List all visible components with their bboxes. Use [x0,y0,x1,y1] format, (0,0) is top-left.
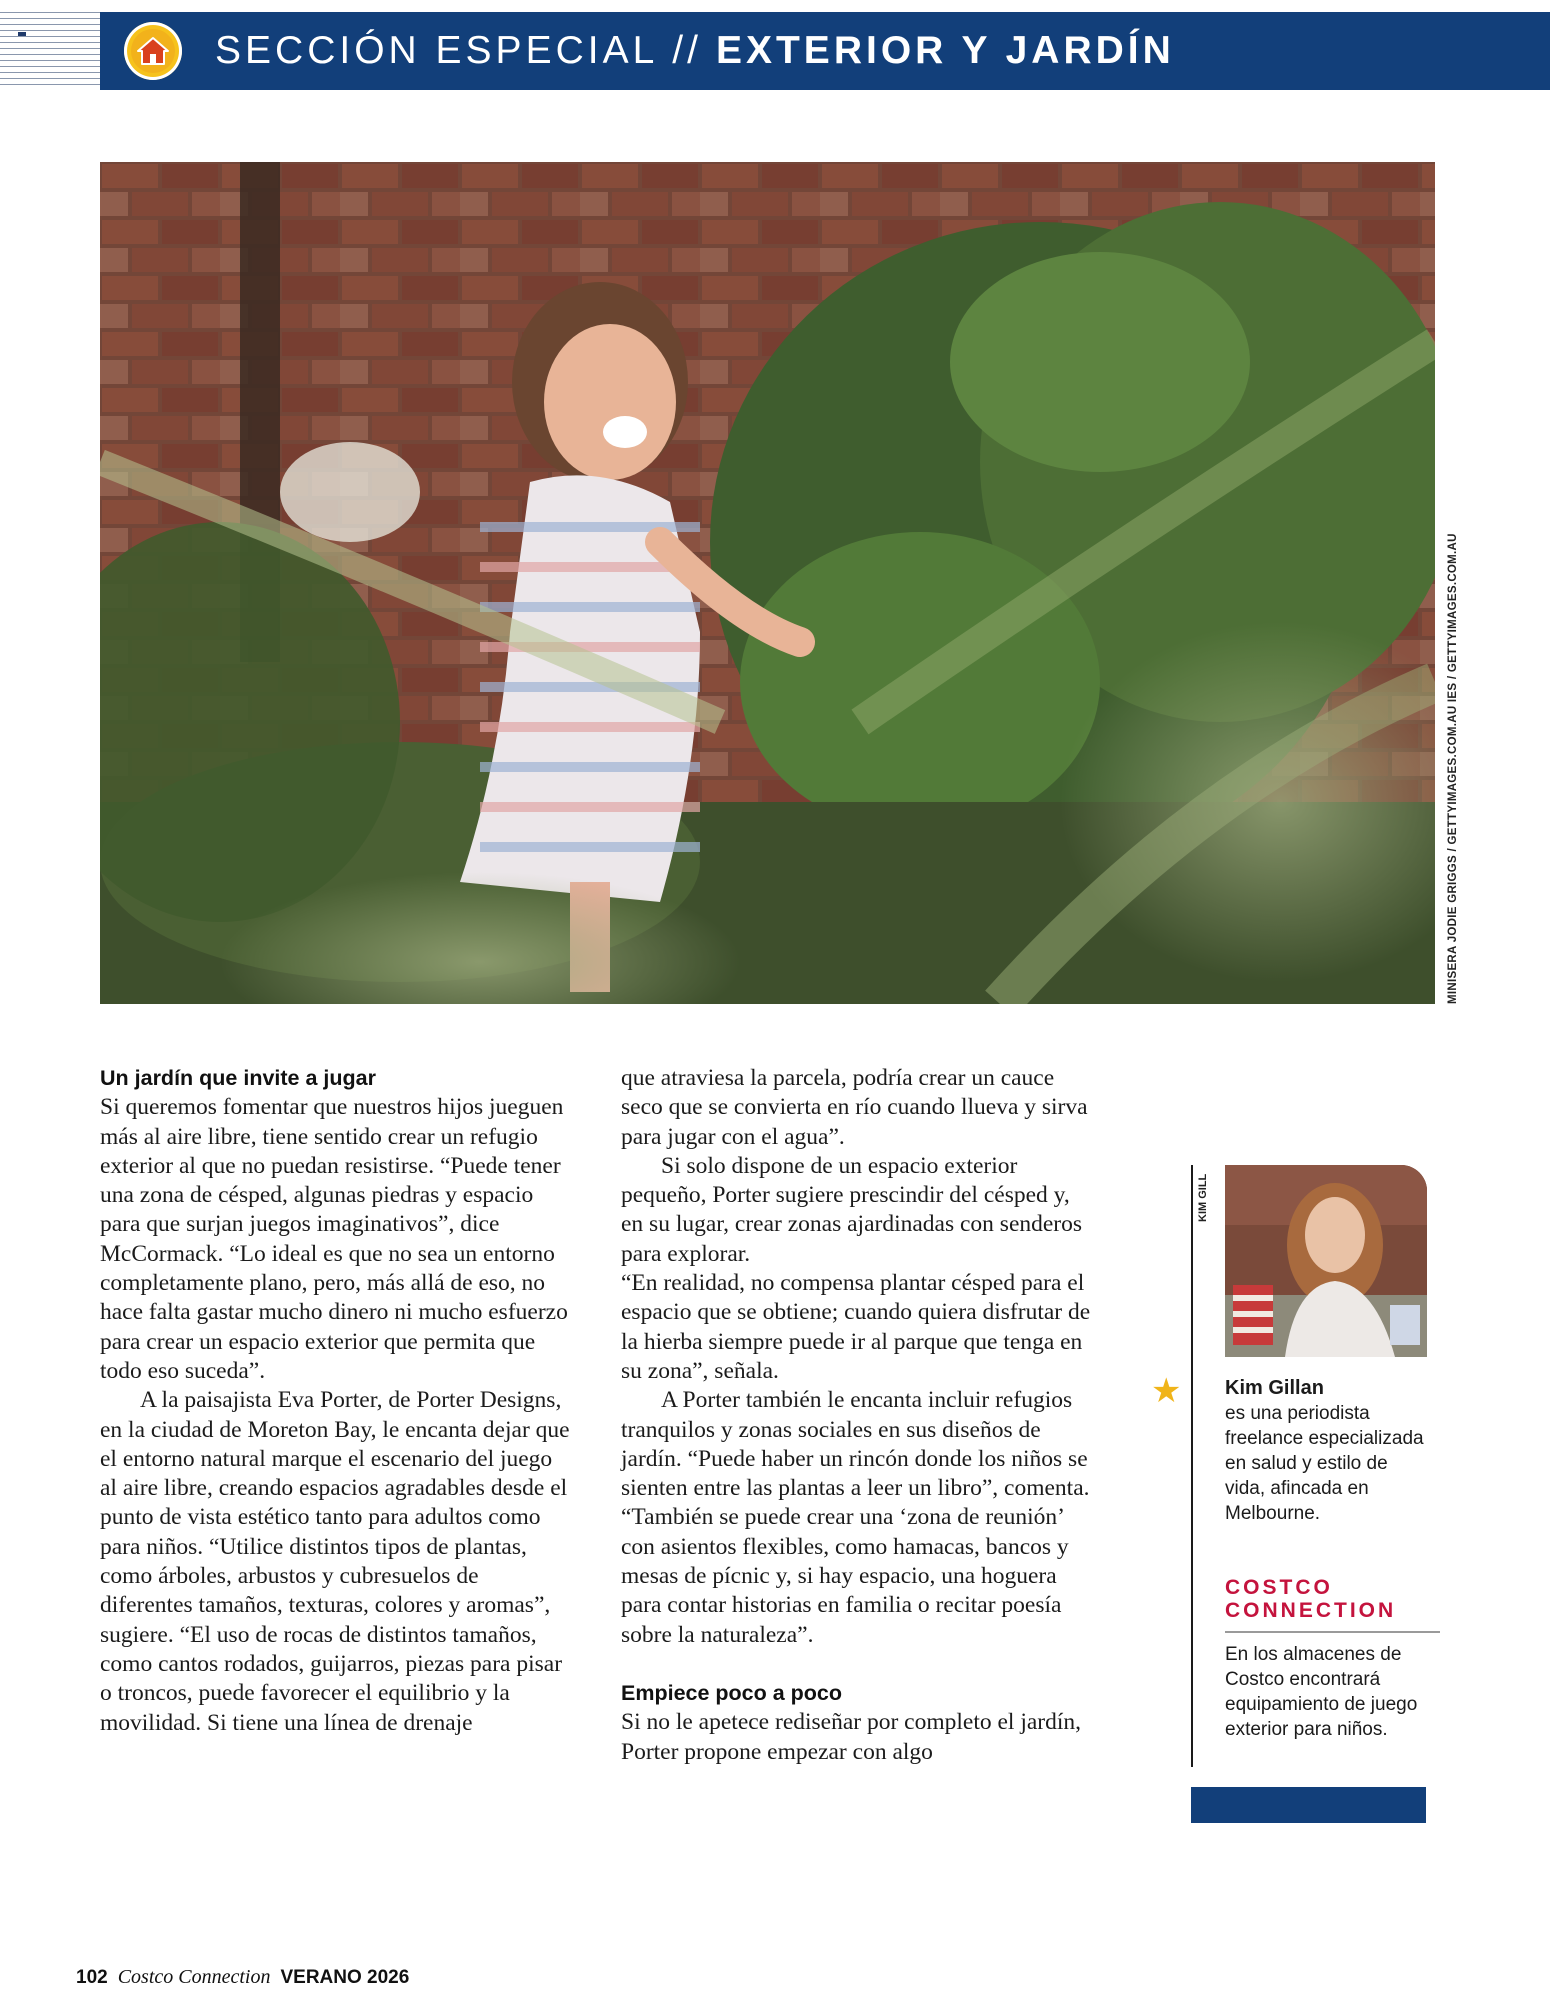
photo-credit: MINISERA JODIE GRIGGS / GETTYIMAGES.COM.AU IES / GETTYIMAGES.COM.AU [1447,533,1459,1004]
subhead: Un jardín que invite a jugar [100,1066,376,1090]
article-column-1 [100,1064,570,1738]
costco-connection-rule [1225,1631,1440,1633]
section-title-bold: EXTERIOR Y JARDÍN [715,29,1175,72]
costco-connection-text: En los almacenes de Costco encontrará equipamiento de juego exterior para niños. [1225,1644,1418,1740]
header-stripe-mark [18,32,26,36]
page-footer [76,1966,409,1989]
star-icon: ★ [1151,1371,1182,1411]
subhead: Empiece poco a poco [621,1680,843,1705]
author-description: es una periodista freelance especializada en salud y estilo de vida, afincada en Melbourne. [1225,1403,1424,1524]
section-title-separator: // [672,29,702,72]
paragraph: A la paisajista Eva Porter, de Porter Designs, en la ciudad de Moreton Bay, le encanta dejar que el entorno natural marque el escenario del juego al aire libre, creando espacios agradables desde el punto de vista estético tanto para adultos como para niños. “Utilice distintos tipos de plantas, como árboles, arbustos y cubresuelos de diferentes tamaños, texturas, colores y aromas”, sugiere. “El uso de rocas de distintos tamaños, como cantos rodados, guijarros, piezas para pisar o troncos, puede favorecer el equilibrio y la movilidad. Si tiene una línea de drenaje [100,1387,570,1736]
house-icon [136,36,170,66]
article-column-2 [621,1064,1091,1767]
section-title-light: SECCIÓN ESPECIAL [215,29,659,72]
paragraph: que atraviesa la parcela, podría crear un cauce seco que se convierta en río cuando llueva y sirva para jugar con el agua”. [621,1065,1088,1150]
header-stripes [0,12,100,90]
sidebar-rule [1191,1165,1193,1767]
paragraph: Si no le apetece rediseñar por completo el jardín, Porter propone empezar con algo [621,1709,1082,1765]
author-photo-credit: KIM GILL [1197,1173,1209,1222]
issue-label: VERANO 2026 [280,1967,410,1988]
paragraph: “En realidad, no compensa plantar césped para el espacio que se obtiene; cuando quiera disfrutar de la hierba siempre puede ir al parque que tenga en su zona”, señala. [621,1270,1091,1384]
author-name: Kim Gillan [1225,1377,1324,1399]
paragraph: Si solo dispone de un espacio exterior pequeño, Porter sugiere prescindir del césped y, en su lugar, crear zonas ajardinadas con senderos para explorar. [621,1152,1083,1267]
page-number: 102 [76,1967,108,1988]
paragraph: Si queremos fomentar que nuestros hijos jueguen más al aire libre, tiene sentido crear un refugio exterior al que no puedan resistirse. “Puede tener una zona de césped, algunas piedras y espacio para que surjan juegos imaginativos”, dice McCormack. “Lo ideal es que no sea un entorno completamente plano, pero, más allá de eso, no hace falta gastar mucho dinero ni mucho esfuerzo para crear un espacio exterior que permita que todo eso suceda”. [100,1094,568,1384]
costco-connection-heading-line2: CONNECTION [1225,1599,1397,1622]
section-title [215,12,1175,90]
section-badge [124,22,182,80]
costco-connection-heading [1225,1576,1445,1622]
sidebar-bottom-bar [1191,1787,1426,1823]
costco-connection-heading-line1: COSTCO [1225,1576,1333,1599]
section-header [100,12,1550,90]
author-bio [1225,1376,1430,1526]
hero-photo [100,162,1435,1004]
paragraph: A Porter también le encanta incluir refugios tranquilos y zonas sociales en sus diseños de jardín. “Puede haber un rincón donde los niños se sienten entre las plantas a leer un libro”, comenta. “También se puede crear una ‘zona de reunión’ con asientos flexibles, como hamacas, bancos y mesas de pícnic y, si hay espacio, una hoguera para contar historias en familia o recitar poesía sobre la naturaleza”. [621,1387,1090,1648]
magazine-name: Costco Connection [117,1966,271,1988]
author-photo [1225,1165,1427,1357]
